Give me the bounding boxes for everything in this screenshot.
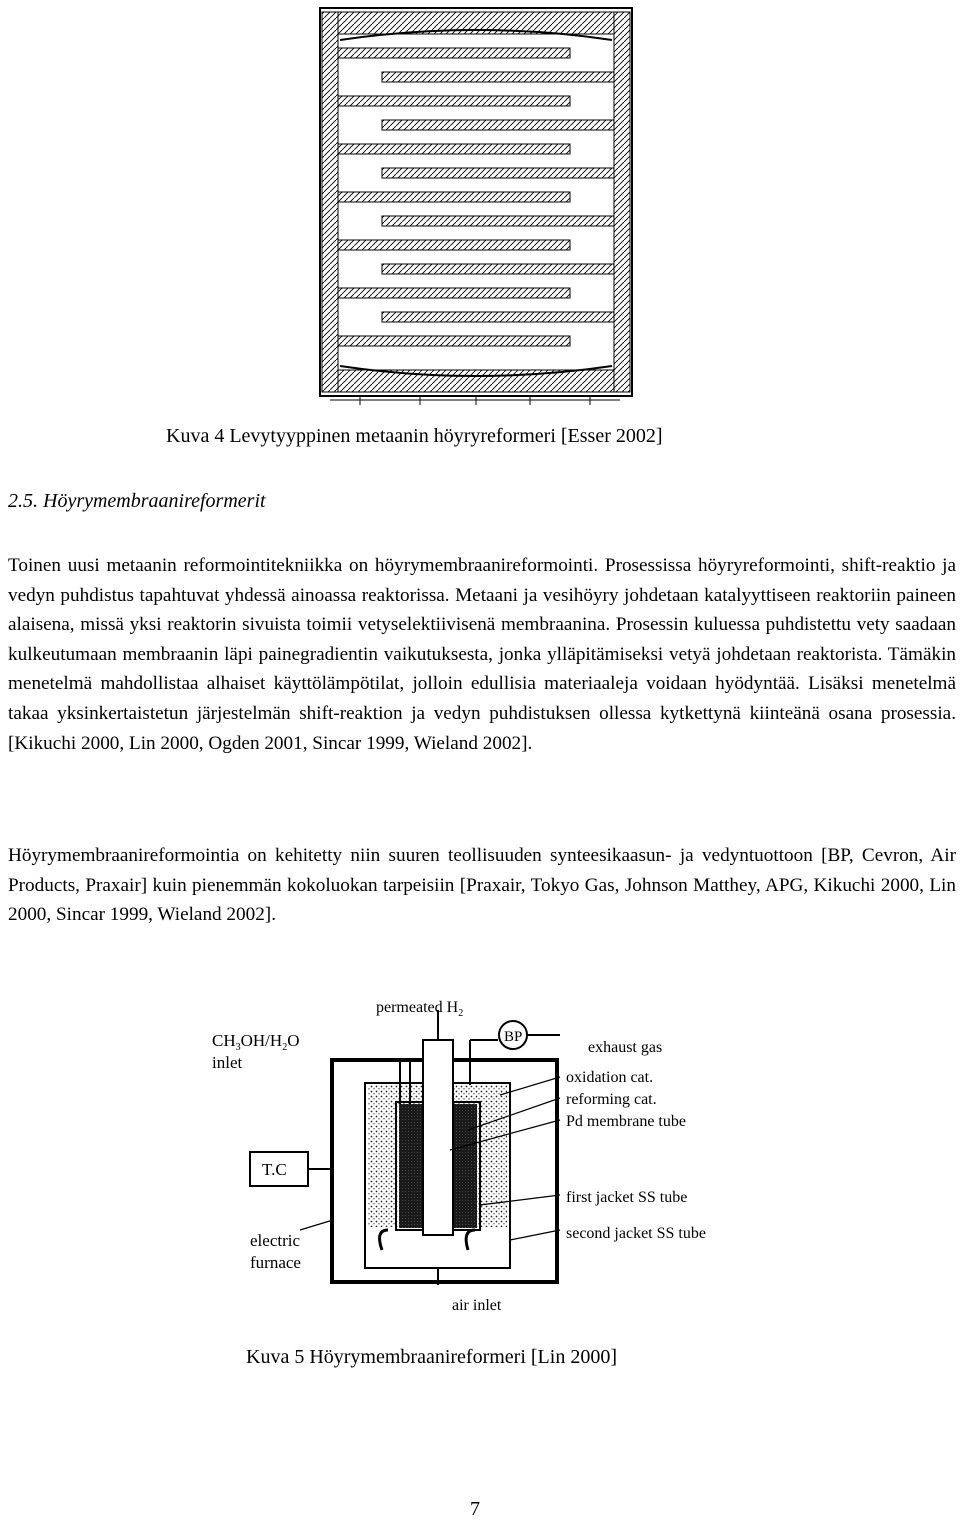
reforming-catalyst-left [399, 1104, 423, 1228]
oxidation-catalyst-left [368, 1085, 398, 1227]
plate-channel [338, 96, 570, 106]
svg-text:permeated H2: permeated $H_2$ [376, 999, 464, 1019]
oxidation-cat-label: oxidation cat. [566, 1069, 654, 1086]
permeated-label: permeated H [376, 999, 459, 1016]
page-number: 7 [470, 1498, 480, 1520]
figure-4-caption: Kuva 4 Levytyyppinen metaanin höyryreformeri [Esser 2002] [166, 425, 663, 447]
plate-channel [338, 144, 570, 154]
reforming-cat-label: reforming cat. [566, 1091, 657, 1108]
plate-reformer-drawing [300, 0, 660, 410]
exhaust-gas-label: exhaust gas [588, 1039, 663, 1056]
paragraph-1: Toinen uusi metaanin reformointitekniikka on höyrymembraanireformointi. Prosessissa höyryreformointi, shift-reaktio ja vedyn puhdistus tapahtuvat yhdessä ainoassa reaktorissa. Metaani ja vesihöyry johdetaan katalyyttiseen reaktoriin paineen alaisena, missä yksi reaktorin sivuista toimii vetyselektiivisenä membraanina. Prosessin kuluessa puhdistettu vety saadaan kulkeutumaan membraanin läpi painegradientin vaikutuksesta, jonka ylläpitämiseksi vetyä johdetaan reaktorista. Tämäkin menetelmä mahdollistaa alhaiset käyttölämpötilat, jolloin edullisia materiaaleja voidaan hyödyntää. Lisäksi menetelmä takaa yksinkertaistetun järjestelmän shift-reaktion ja vedyn puhdistuksen ollessa kytkettynä kiinteänä osana prosessia. [Kikuchi 2000, Lin 2000, Ogden 2001, Sincar 1999, Wieland 2002]. [8, 555, 956, 754]
inlet-label: inlet [212, 1053, 243, 1072]
plate-channel [382, 72, 614, 82]
plate-channel [382, 168, 614, 178]
bp-label: BP [504, 1029, 523, 1045]
svg-text:CH3OH/H2O: $CH_3OH/H_2O$ [212, 1031, 300, 1053]
oxidation-catalyst-right [477, 1085, 507, 1227]
paragraph-2: Höyrymembraanireformointia on kehitetty niin suuren teollisuuden synteesikaasun- ja vedyntuottoon [BP, Cevron, Air Products, Praxair] kuin pienemmän kokoluokan tarpeisiin [Praxair, Tokyo Gas, Johnson Matthey, APG, Kikuchi 2000, Lin 2000, Sincar 1999, Wieland 2002]. [8, 845, 956, 926]
tc-label: T.C [262, 1160, 287, 1179]
plate-channel [338, 48, 570, 58]
plate-channel [382, 312, 614, 322]
membrane-reformer-diagram [200, 980, 765, 1330]
furnace-label: furnace [250, 1253, 301, 1272]
first-jacket-label: first jacket SS tube [566, 1189, 688, 1206]
air-inlet-label: air inlet [452, 1297, 502, 1314]
electric-label: electric [250, 1231, 301, 1250]
plate-channel [382, 120, 614, 130]
figure-5-caption: Kuva 5 Höyrymembraanireformeri [Lin 2000] [246, 1346, 617, 1368]
second-jacket-label: second jacket SS tube [566, 1225, 706, 1242]
reforming-catalyst-right [453, 1104, 477, 1228]
plate-channel [338, 336, 570, 346]
plate-channels [338, 48, 614, 346]
section-heading: 2.5. Höyrymembraanireformerit [8, 490, 266, 512]
pd-tube-label: Pd membrane tube [566, 1113, 686, 1130]
pd-membrane-tube [423, 1040, 453, 1235]
plate-channel [382, 216, 614, 226]
plate-channel [382, 264, 614, 274]
inlet-formula: CH [212, 1031, 236, 1050]
plate-channel [338, 192, 570, 202]
plate-channel [338, 288, 570, 298]
plate-channel [338, 240, 570, 250]
